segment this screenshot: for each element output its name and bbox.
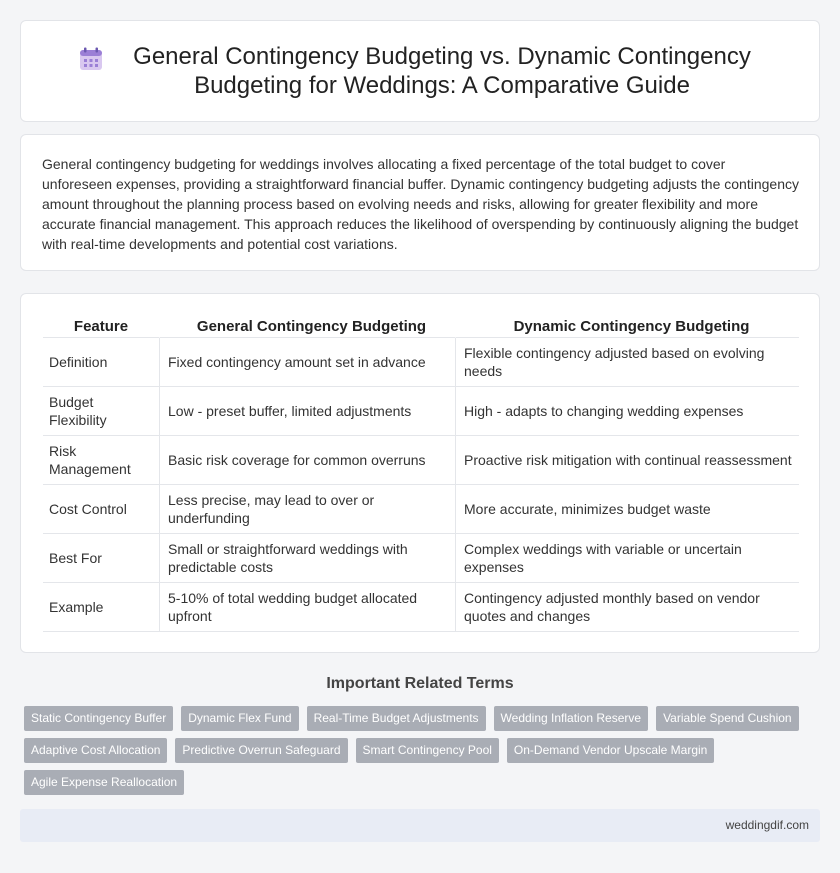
comparison-table [43,314,799,632]
related-term-tag[interactable]: On-Demand Vendor Upscale Margin [507,738,714,763]
row-general: Small or straightforward weddings with predictable costs [159,534,455,583]
row-general: Fixed contingency amount set in advance [159,338,455,387]
table-row [43,485,799,534]
comparison-table-card [20,293,820,653]
row-dynamic: More accurate, minimizes budget waste [455,485,799,534]
header-card [20,20,820,122]
row-general: Basic risk coverage for common overruns [159,436,455,485]
row-general: 5-10% of total wedding budget allocated upfront [159,583,455,632]
related-term-tag[interactable]: Dynamic Flex Fund [181,706,298,731]
header-dynamic: Dynamic Contingency Budgeting [455,314,799,338]
table-row [43,387,799,436]
row-feature: Cost Control [43,485,159,534]
footer [20,809,820,842]
table-row [43,338,799,387]
intro-text: General contingency budgeting for weddings involves allocating a fixed percentage of the total budget to cover unforeseen expenses, providing a straightforward financial buffer. Dynamic contingency budgeting adjusts the contingency amount throughout the planning process based on evolving needs and risks, allowing for greater flexibility and more accurate financial management. This approach reduces the likelihood of overspending by continuously aligning the budget with real-time developments and potential cost variations. [42,156,799,252]
row-dynamic: High - adapts to changing wedding expenses [455,387,799,436]
row-feature: Risk Management [43,436,159,485]
related-terms-title: Important Related Terms [326,675,514,692]
row-general: Less precise, may lead to over or underfunding [159,485,455,534]
related-terms-list [24,706,824,802]
calendar-icon [78,46,104,72]
row-dynamic: Complex weddings with variable or uncertain expenses [455,534,799,583]
table-row [43,583,799,632]
table-header-row [43,314,799,338]
related-term-tag[interactable]: Predictive Overrun Safeguard [175,738,347,763]
related-term-tag[interactable]: Static Contingency Buffer [24,706,173,731]
related-term-tag[interactable]: Real-Time Budget Adjustments [307,706,486,731]
row-feature: Budget Flexibility [43,387,159,436]
related-term-tag[interactable]: Adaptive Cost Allocation [24,738,167,763]
row-general: Low - preset buffer, limited adjustments [159,387,455,436]
intro-card [20,134,820,271]
row-dynamic: Proactive risk mitigation with continual reassessment [455,436,799,485]
related-term-tag[interactable]: Variable Spend Cushion [656,706,799,731]
row-dynamic: Contingency adjusted monthly based on vendor quotes and changes [455,583,799,632]
footer-site-link[interactable]: weddingdif.com [725,818,809,832]
header-general: General Contingency Budgeting [159,314,455,338]
row-feature: Best For [43,534,159,583]
related-term-tag[interactable]: Smart Contingency Pool [356,738,499,763]
page-title: General Contingency Budgeting vs. Dynamic Contingency Budgeting for Weddings: A Comparative Guide [133,43,751,99]
title-wrap [70,42,770,100]
header-feature: Feature [43,314,159,338]
table-row [43,534,799,583]
row-feature: Example [43,583,159,632]
row-dynamic: Flexible contingency adjusted based on evolving needs [455,338,799,387]
related-term-tag[interactable]: Agile Expense Reallocation [24,770,184,795]
table-row [43,436,799,485]
row-feature: Definition [43,338,159,387]
related-term-tag[interactable]: Wedding Inflation Reserve [494,706,649,731]
